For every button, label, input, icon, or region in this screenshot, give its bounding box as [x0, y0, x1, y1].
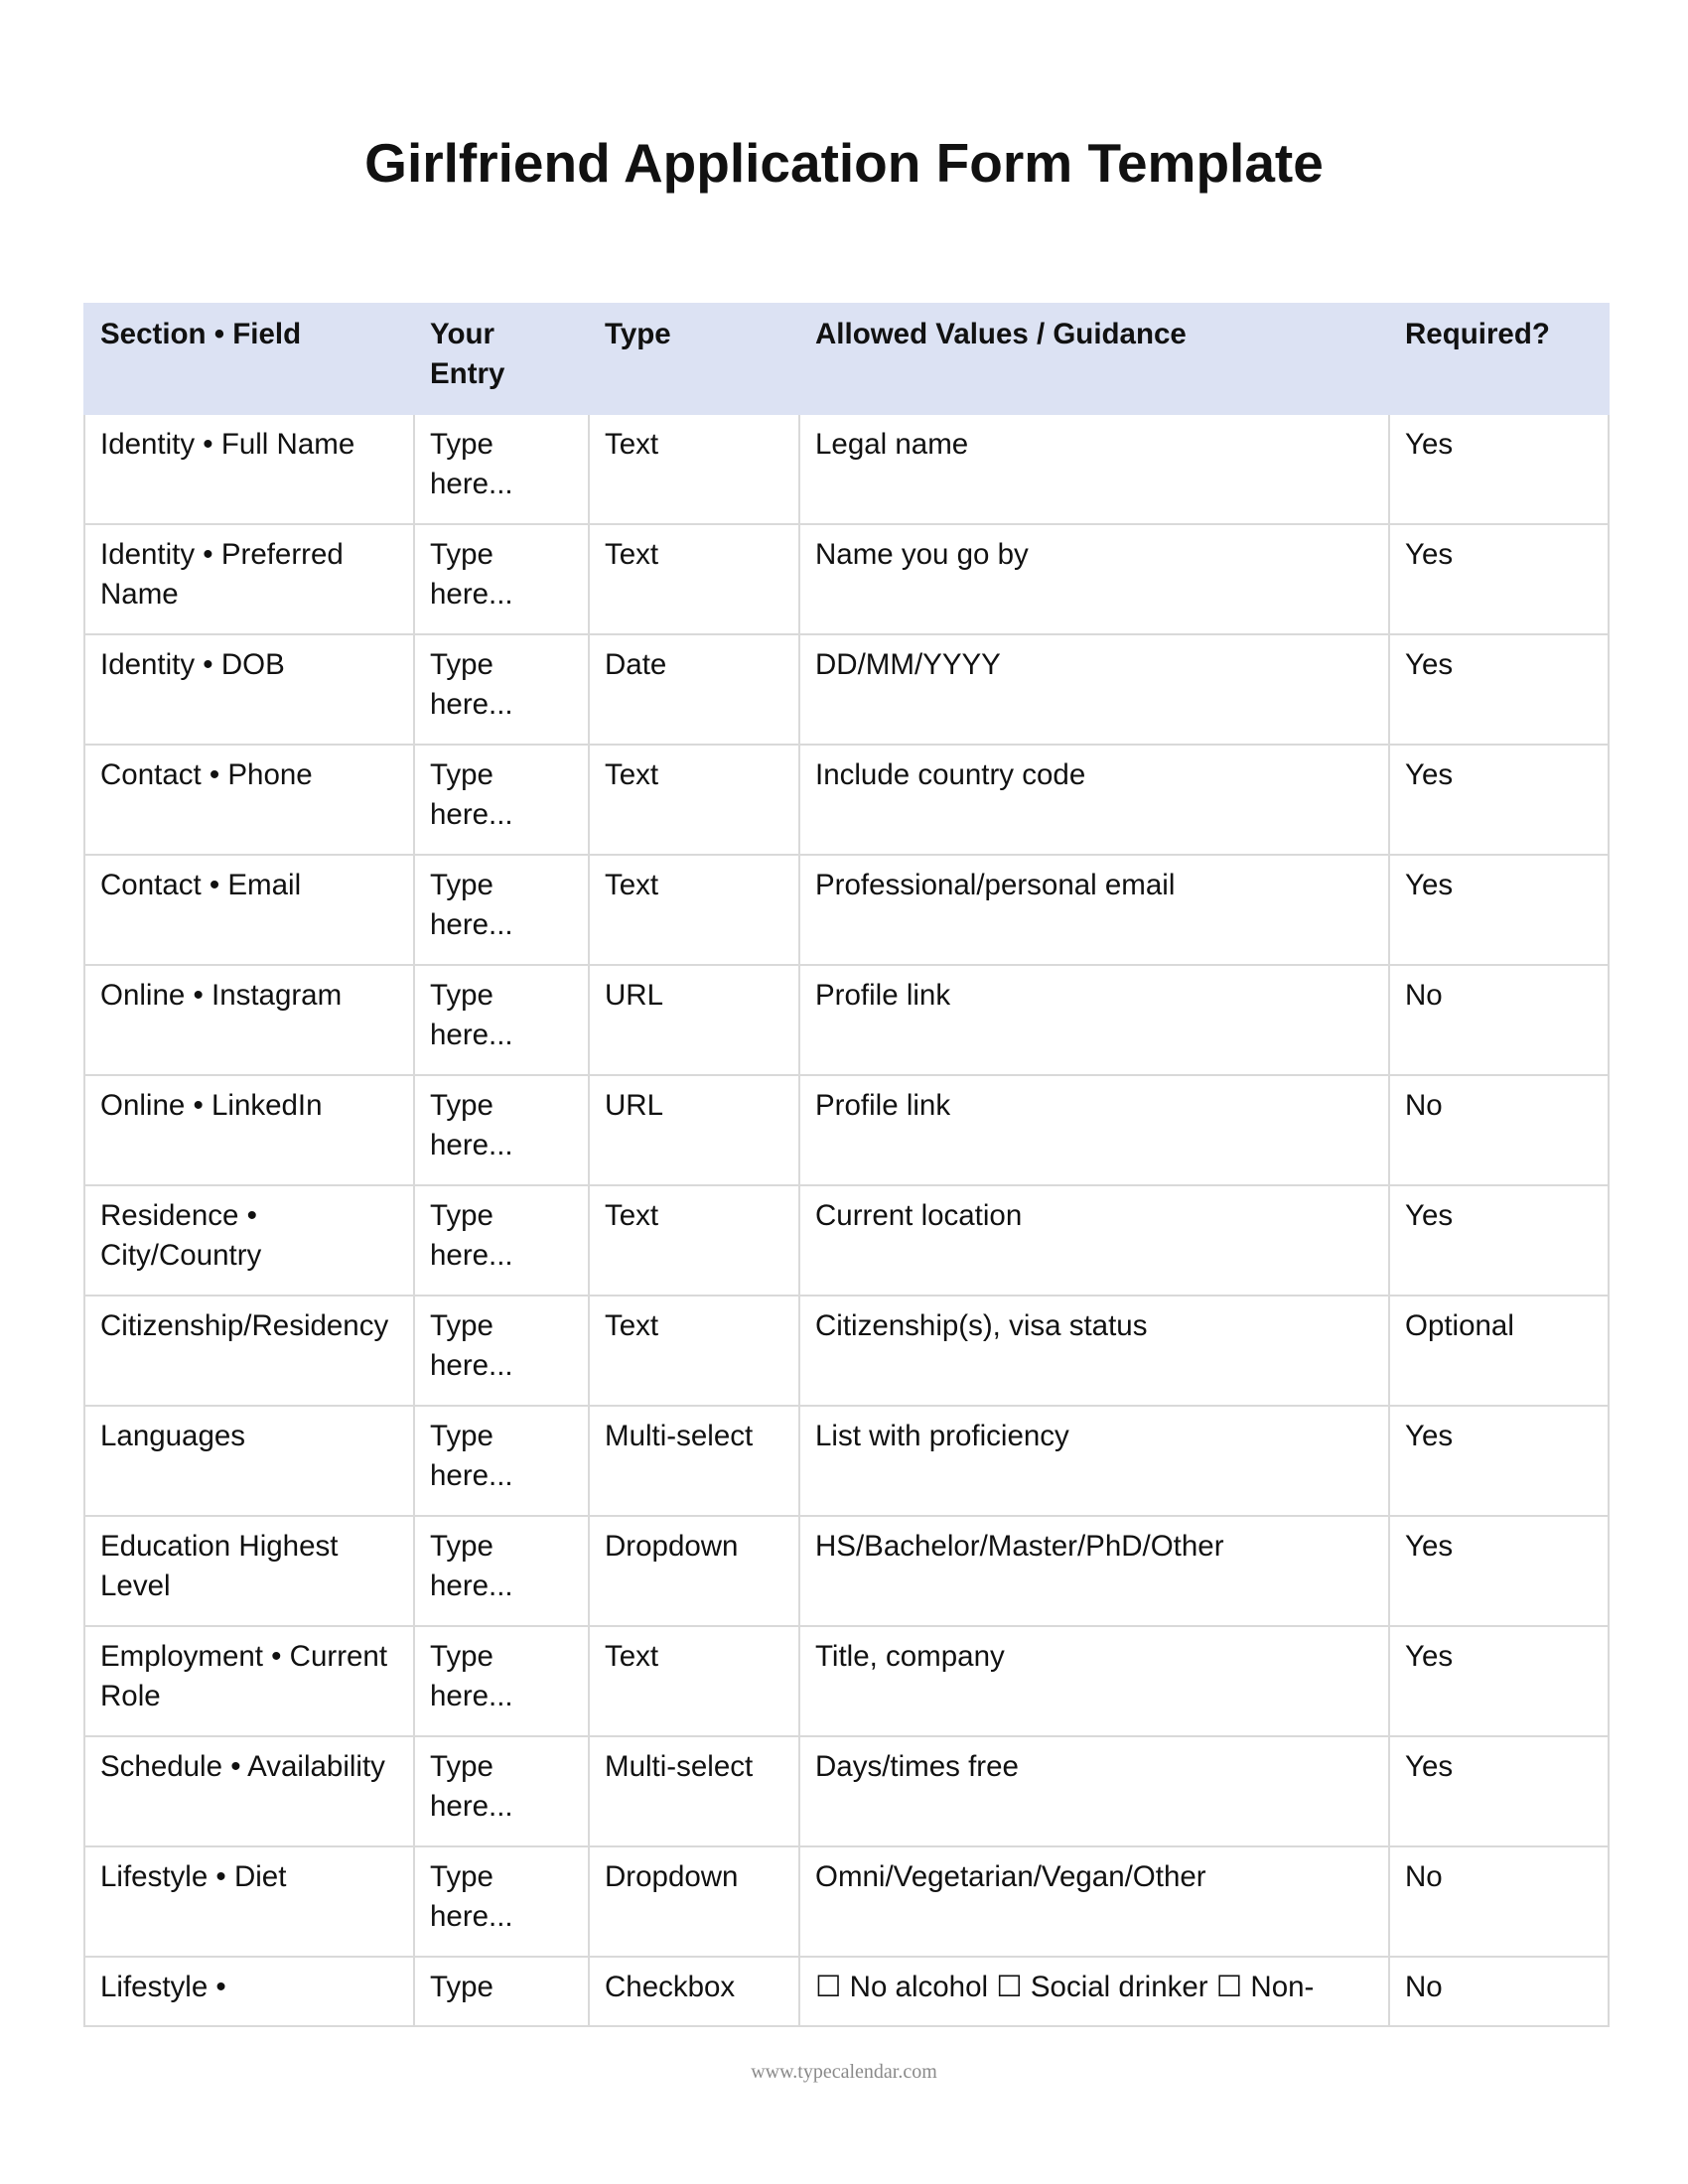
entry-field[interactable]: Type here... [414, 1185, 589, 1296]
type-cell: Text [589, 1626, 799, 1736]
table-row [84, 1185, 1609, 1296]
type-cell: Dropdown [589, 1516, 799, 1626]
entry-field[interactable]: Type here... [414, 1406, 589, 1516]
field-cell: Lifestyle • Diet [84, 1846, 414, 1957]
entry-field[interactable]: Type here... [414, 414, 589, 524]
entry-field[interactable]: Type here... [414, 1075, 589, 1185]
guidance-cell: DD/MM/YYYY [799, 634, 1389, 745]
entry-field[interactable]: Type [414, 1957, 589, 2026]
header-guidance: Allowed Values / Guidance [799, 304, 1389, 414]
required-cell: Yes [1389, 1185, 1609, 1296]
field-cell: Citizenship/Residency [84, 1296, 414, 1406]
guidance-cell: Title, company [799, 1626, 1389, 1736]
table-row [84, 1736, 1609, 1846]
table-row [84, 855, 1609, 965]
field-cell: Employment • Current Role [84, 1626, 414, 1736]
footer-website: www.typecalendar.com [751, 2061, 937, 2083]
table-row [84, 1957, 1609, 2026]
table-row [84, 414, 1609, 524]
field-cell: Education Highest Level [84, 1516, 414, 1626]
entry-field[interactable]: Type here... [414, 855, 589, 965]
table-row [84, 745, 1609, 855]
type-cell: Text [589, 855, 799, 965]
guidance-cell: Omni/Vegetarian/Vegan/Other [799, 1846, 1389, 1957]
guidance-cell: Name you go by [799, 524, 1389, 634]
entry-field[interactable]: Type here... [414, 965, 589, 1075]
type-cell: URL [589, 1075, 799, 1185]
entry-field[interactable]: Type here... [414, 1626, 589, 1736]
guidance-cell: Days/times free [799, 1736, 1389, 1846]
required-cell: Optional [1389, 1296, 1609, 1406]
header-your-entry: Your Entry [414, 304, 589, 414]
table-row [84, 524, 1609, 634]
required-cell: No [1389, 1075, 1609, 1185]
field-cell: Languages [84, 1406, 414, 1516]
guidance-cell: List with proficiency [799, 1406, 1389, 1516]
table-row [84, 1296, 1609, 1406]
table-row [84, 1626, 1609, 1736]
guidance-cell: Profile link [799, 1075, 1389, 1185]
type-cell: Checkbox [589, 1957, 799, 2026]
required-cell: Yes [1389, 1406, 1609, 1516]
field-cell: Identity • Full Name [84, 414, 414, 524]
header-type: Type [589, 304, 799, 414]
header-required: Required? [1389, 304, 1609, 414]
required-cell: Yes [1389, 745, 1609, 855]
table-row [84, 1075, 1609, 1185]
required-cell: Yes [1389, 1736, 1609, 1846]
type-cell: Text [589, 745, 799, 855]
guidance-cell: Include country code [799, 745, 1389, 855]
field-cell: Lifestyle • [84, 1957, 414, 2026]
required-cell: Yes [1389, 1626, 1609, 1736]
table-row [84, 965, 1609, 1075]
field-cell: Online • LinkedIn [84, 1075, 414, 1185]
type-cell: Text [589, 1185, 799, 1296]
field-cell: Residence • City/Country [84, 1185, 414, 1296]
entry-field[interactable]: Type here... [414, 1296, 589, 1406]
type-cell: Multi-select [589, 1406, 799, 1516]
guidance-cell: Professional/personal email [799, 855, 1389, 965]
guidance-cell: Current location [799, 1185, 1389, 1296]
table-header-row [84, 304, 1609, 414]
type-cell: URL [589, 965, 799, 1075]
type-cell: Text [589, 1296, 799, 1406]
field-cell: Schedule • Availability [84, 1736, 414, 1846]
guidance-cell: HS/Bachelor/Master/PhD/Other [799, 1516, 1389, 1626]
type-cell: Dropdown [589, 1846, 799, 1957]
required-cell: Yes [1389, 1516, 1609, 1626]
entry-field[interactable]: Type here... [414, 1516, 589, 1626]
required-cell: Yes [1389, 524, 1609, 634]
required-cell: Yes [1389, 634, 1609, 745]
table-row [84, 1516, 1609, 1626]
required-cell: Yes [1389, 855, 1609, 965]
field-cell: Online • Instagram [84, 965, 414, 1075]
field-cell: Identity • DOB [84, 634, 414, 745]
type-cell: Text [589, 414, 799, 524]
type-cell: Text [589, 524, 799, 634]
type-cell: Multi-select [589, 1736, 799, 1846]
entry-field[interactable]: Type here... [414, 634, 589, 745]
table-row [84, 1846, 1609, 1957]
guidance-cell: ☐ No alcohol ☐ Social drinker ☐ Non- [799, 1957, 1389, 2026]
type-cell: Date [589, 634, 799, 745]
entry-field[interactable]: Type here... [414, 1846, 589, 1957]
required-cell: Yes [1389, 414, 1609, 524]
table-row [84, 634, 1609, 745]
entry-field[interactable]: Type here... [414, 1736, 589, 1846]
entry-field[interactable]: Type here... [414, 524, 589, 634]
field-cell: Contact • Email [84, 855, 414, 965]
table-row [84, 1406, 1609, 1516]
guidance-cell: Citizenship(s), visa status [799, 1296, 1389, 1406]
page-title: Girlfriend Application Form Template [364, 132, 1324, 194]
application-form-table [83, 303, 1610, 2027]
guidance-cell: Profile link [799, 965, 1389, 1075]
field-cell: Identity • Preferred Name [84, 524, 414, 634]
guidance-cell: Legal name [799, 414, 1389, 524]
entry-field[interactable]: Type here... [414, 745, 589, 855]
header-section-field: Section • Field [84, 304, 414, 414]
required-cell: No [1389, 1957, 1609, 2026]
required-cell: No [1389, 965, 1609, 1075]
field-cell: Contact • Phone [84, 745, 414, 855]
required-cell: No [1389, 1846, 1609, 1957]
